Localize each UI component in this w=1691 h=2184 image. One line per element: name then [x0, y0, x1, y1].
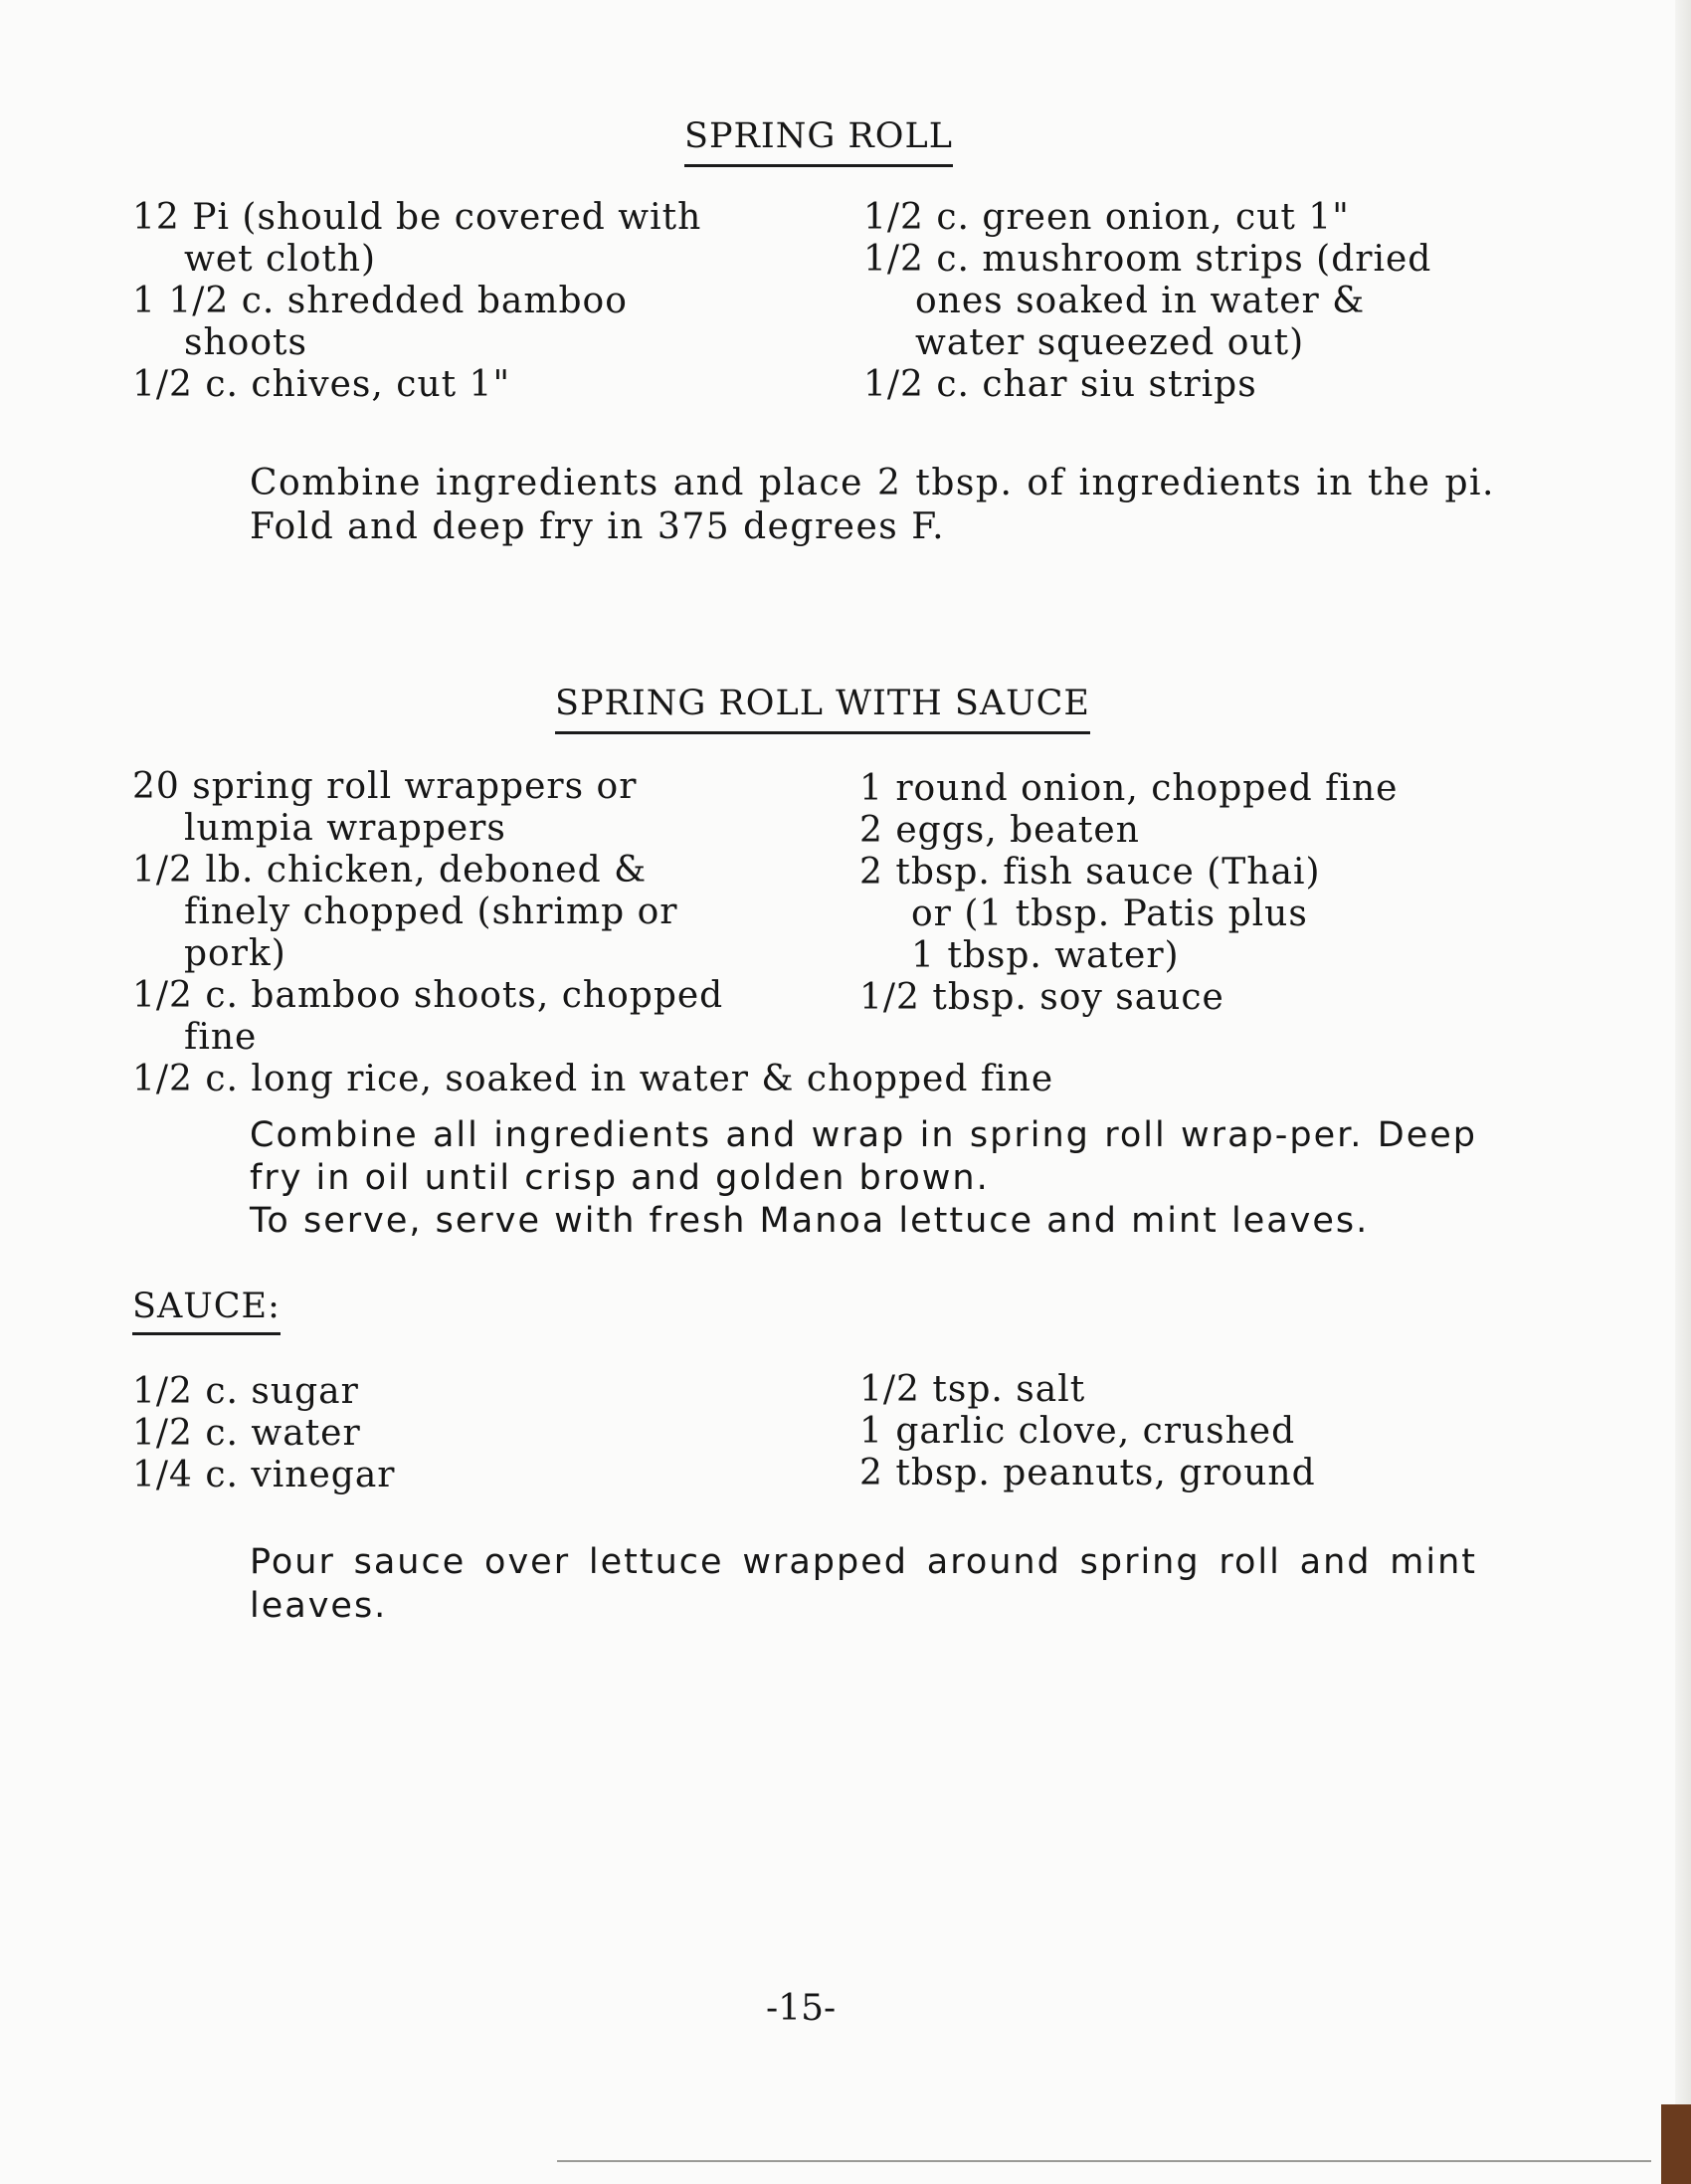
ingredient: 1/4 c. vinegar — [132, 1455, 396, 1495]
ingredient: 1/2 c. green onion, cut 1" — [863, 197, 1350, 238]
direction-text: To serve, serve with fresh Manoa lettuce and mint leaves. — [250, 1201, 1370, 1241]
direction-text: Combine all ingredients and wrap in spring roll wrap-per. Deep fry in oil until crisp and golden brown. — [250, 1115, 1477, 1198]
ingredient: 1/2 c. mushroom strips (dried ones soaked in water & water squeezed out) — [863, 239, 1432, 363]
ingredient: 12 Pi (should be covered with wet cloth) — [132, 197, 702, 280]
ingredient: 1 garlic clove, crushed — [859, 1411, 1296, 1452]
recipe-directions — [132, 462, 1495, 549]
ingredient: 1/2 c. char siu strips — [863, 364, 1257, 405]
recipe-title: SPRING ROLL WITH SAUCE — [555, 687, 1090, 734]
ingredient: 20 spring roll wrappers or lumpia wrappers — [132, 766, 638, 849]
sauce-ingredients-right — [859, 1369, 1316, 1494]
page-edge — [1675, 0, 1691, 2184]
page-number: -15- — [766, 1988, 837, 2029]
direction-text: Combine ingredients and place 2 tbsp. of ingredients in the pi. Fold and deep fry in 375 degrees F. — [250, 463, 1495, 547]
ingredient: 1/2 c. sugar — [132, 1371, 359, 1412]
binding-corner — [1661, 2104, 1691, 2184]
ingredient: 1/2 tbsp. soy sauce — [859, 977, 1224, 1018]
sauce-title: SAUCE: — [132, 1290, 281, 1335]
ingredient: 1/2 c. long rice, soaked in water & chopped fine — [132, 1059, 1054, 1099]
ingredient: 1 round onion, chopped fine — [859, 768, 1399, 809]
ingredient-column-right — [859, 768, 1398, 1019]
ingredient-column-left — [132, 197, 701, 406]
ingredient: 1/2 lb. chicken, deboned & finely chopped (shrimp or pork) — [132, 850, 678, 974]
ingredient-column-right — [863, 197, 1431, 406]
page-bottom-edge — [557, 2160, 1651, 2162]
ingredient: 2 eggs, beaten — [859, 810, 1140, 851]
sauce-directions — [132, 1540, 1477, 1628]
ingredient: 2 tbsp. fish sauce (Thai) or (1 tbsp. Patis plus 1 tbsp. water) — [859, 852, 1321, 976]
sauce-ingredients-left — [132, 1371, 396, 1496]
recipe-directions — [132, 1114, 1477, 1243]
ingredient: 1/2 c. bamboo shoots, chopped fine — [132, 975, 724, 1058]
ingredient: 1/2 c. water — [132, 1413, 361, 1454]
ingredient: 1/2 c. chives, cut 1" — [132, 364, 511, 405]
ingredient: 1 1/2 c. shredded bamboo shoots — [132, 281, 628, 363]
direction-text: Pour sauce over lettuce wrapped around spring roll and mint leaves. — [250, 1542, 1477, 1626]
ingredient: 2 tbsp. peanuts, ground — [859, 1453, 1316, 1493]
recipe-title: SPRING ROLL — [684, 119, 953, 167]
ingredient: 1/2 tsp. salt — [859, 1369, 1086, 1410]
